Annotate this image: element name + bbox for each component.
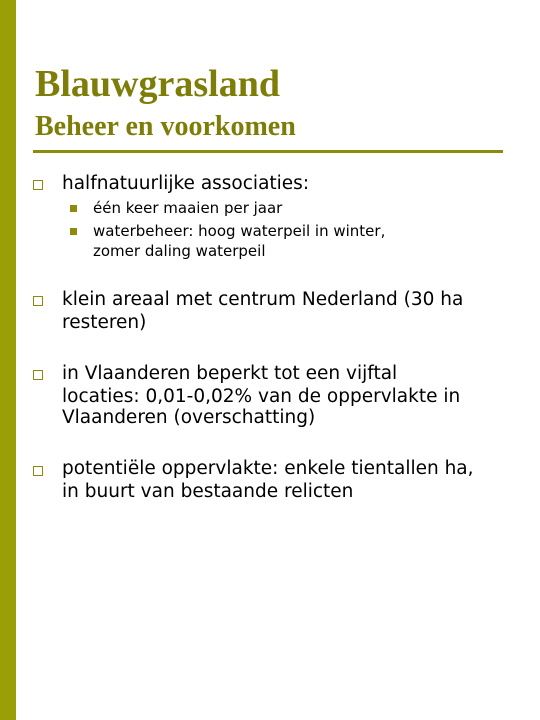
bullet-1-sub-2-line-1: waterbeheer: hoog waterpeil in winter, [93,222,386,240]
left-accent-bar [0,0,16,720]
slide-subtitle: Beheer en voorkomen [35,111,296,142]
bullet-3-line-3: Vlaanderen (overschatting) [62,407,316,428]
bullet-4-line-2: in buurt van bestaande relicten [62,481,354,502]
slide-title: Blauwgrasland [35,63,280,105]
bullet-1-line-1: halfnatuurlijke associaties: [62,173,310,194]
bullet-2-line-2: resteren) [62,312,147,333]
bullet-2-line-1: klein areaal met centrum Nederland (30 ha [62,289,464,310]
bullet-square-icon [33,296,43,306]
bullet-3-line-2: locaties: 0,01-0,02% van de oppervlakte in [62,386,461,407]
bullet-4-line-1: potentiële oppervlakte: enkele tientallen ha, [62,458,474,479]
bullet-square-icon [33,370,43,380]
sub-bullet-square-icon [70,205,77,212]
bullet-square-icon [33,180,43,190]
bullet-1-sub-1-line-1: één keer maaien per jaar [93,199,283,217]
sub-bullet-square-icon [70,228,77,235]
title-divider [33,150,503,153]
bullet-3-line-1: in Vlaanderen beperkt tot een vijftal [62,363,398,384]
bullet-square-icon [33,466,43,476]
bullet-1-sub-2-line-2: zomer daling waterpeil [93,242,266,260]
